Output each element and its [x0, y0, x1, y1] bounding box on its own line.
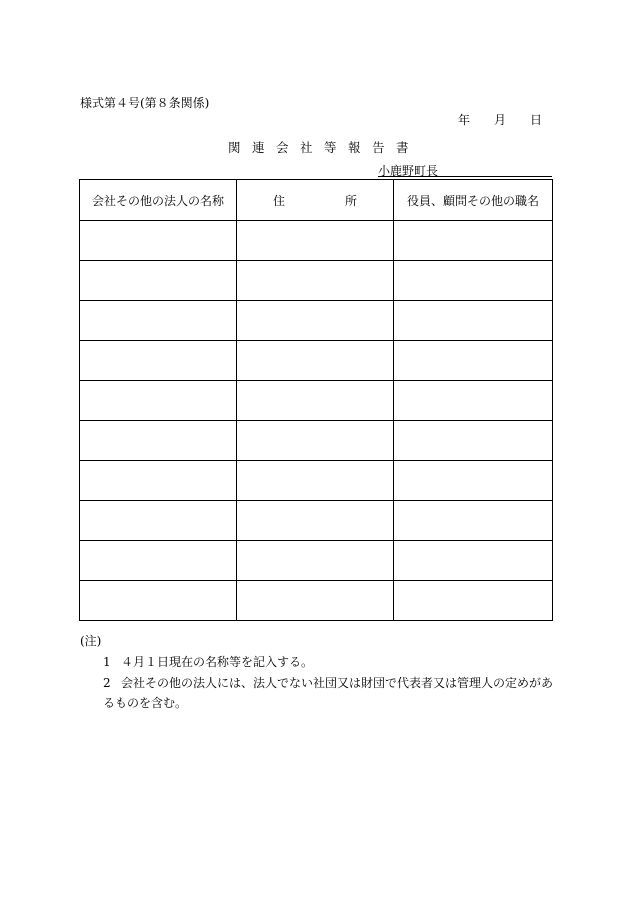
table-cell[interactable]: [237, 341, 394, 381]
table-cell[interactable]: [80, 501, 237, 541]
title-char: 社: [300, 140, 313, 155]
table-cell[interactable]: [80, 461, 237, 501]
document-title: [228, 138, 420, 156]
table-cell[interactable]: [394, 421, 553, 461]
table-row: [80, 501, 553, 541]
table-row: [80, 341, 553, 381]
date-month: 月: [494, 113, 507, 127]
table-cell[interactable]: [237, 541, 394, 581]
table-cell[interactable]: [237, 421, 394, 461]
table-cell[interactable]: [394, 221, 553, 261]
table-cell[interactable]: [394, 261, 553, 301]
table-cell[interactable]: [237, 461, 394, 501]
date-day: 日: [530, 113, 543, 127]
title-char: 書: [396, 140, 409, 155]
note-text: ４月１日現在の名称等を記入する。: [121, 655, 314, 669]
table-cell[interactable]: [80, 541, 237, 581]
table-body: [80, 221, 553, 621]
table-cell[interactable]: [80, 341, 237, 381]
table-row: [80, 581, 553, 621]
title-char: 連: [252, 140, 265, 155]
table-cell[interactable]: [237, 301, 394, 341]
table-cell[interactable]: [80, 261, 237, 301]
table-row: [80, 461, 553, 501]
table-cell[interactable]: [394, 341, 553, 381]
table-row: [80, 301, 553, 341]
date-line: [458, 111, 542, 128]
table-cell[interactable]: [237, 381, 394, 421]
title-char: 等: [324, 140, 337, 155]
addressee: 小鹿野町長: [378, 164, 439, 178]
note-number: 1: [103, 655, 111, 669]
table-row: [80, 261, 553, 301]
table-cell[interactable]: [394, 381, 553, 421]
table-cell[interactable]: [394, 301, 553, 341]
title-char: 関: [228, 140, 241, 155]
note-number: 2: [103, 676, 111, 690]
note-item: [103, 673, 563, 713]
addressee-underline: [378, 176, 552, 177]
header-company-name: 会社その他の法人の名称: [80, 180, 237, 221]
table-row: [80, 221, 553, 261]
table-cell[interactable]: [237, 221, 394, 261]
table-cell[interactable]: [237, 261, 394, 301]
table-cell[interactable]: [394, 541, 553, 581]
form-number: 様式第４号(第８条関係): [80, 96, 210, 110]
table-row: [80, 541, 553, 581]
table-row: [80, 381, 553, 421]
table-cell[interactable]: [80, 221, 237, 261]
table-cell[interactable]: [394, 581, 553, 621]
header-position: 役員、顧問その他の職名: [394, 180, 553, 221]
note-item: [103, 652, 313, 672]
title-char: 告: [372, 140, 385, 155]
table-cell[interactable]: [237, 581, 394, 621]
table-row: [80, 421, 553, 461]
title-char: 報: [348, 140, 361, 155]
table-cell[interactable]: [80, 421, 237, 461]
table-cell[interactable]: [80, 581, 237, 621]
table-cell[interactable]: [237, 501, 394, 541]
table-cell[interactable]: [394, 501, 553, 541]
table-header-row: [80, 180, 553, 221]
note-text: 会社その他の法人には、法人でない社団又は財団で代表者又は管理人の定めがあるものを含む。: [103, 676, 554, 710]
notes-heading: (注): [80, 634, 102, 648]
table-cell[interactable]: [394, 461, 553, 501]
table-cell[interactable]: [80, 381, 237, 421]
report-table: [79, 179, 553, 621]
date-year: 年: [458, 113, 471, 127]
header-address: 住 所: [237, 180, 394, 221]
table-cell[interactable]: [80, 301, 237, 341]
title-char: 会: [276, 140, 289, 155]
